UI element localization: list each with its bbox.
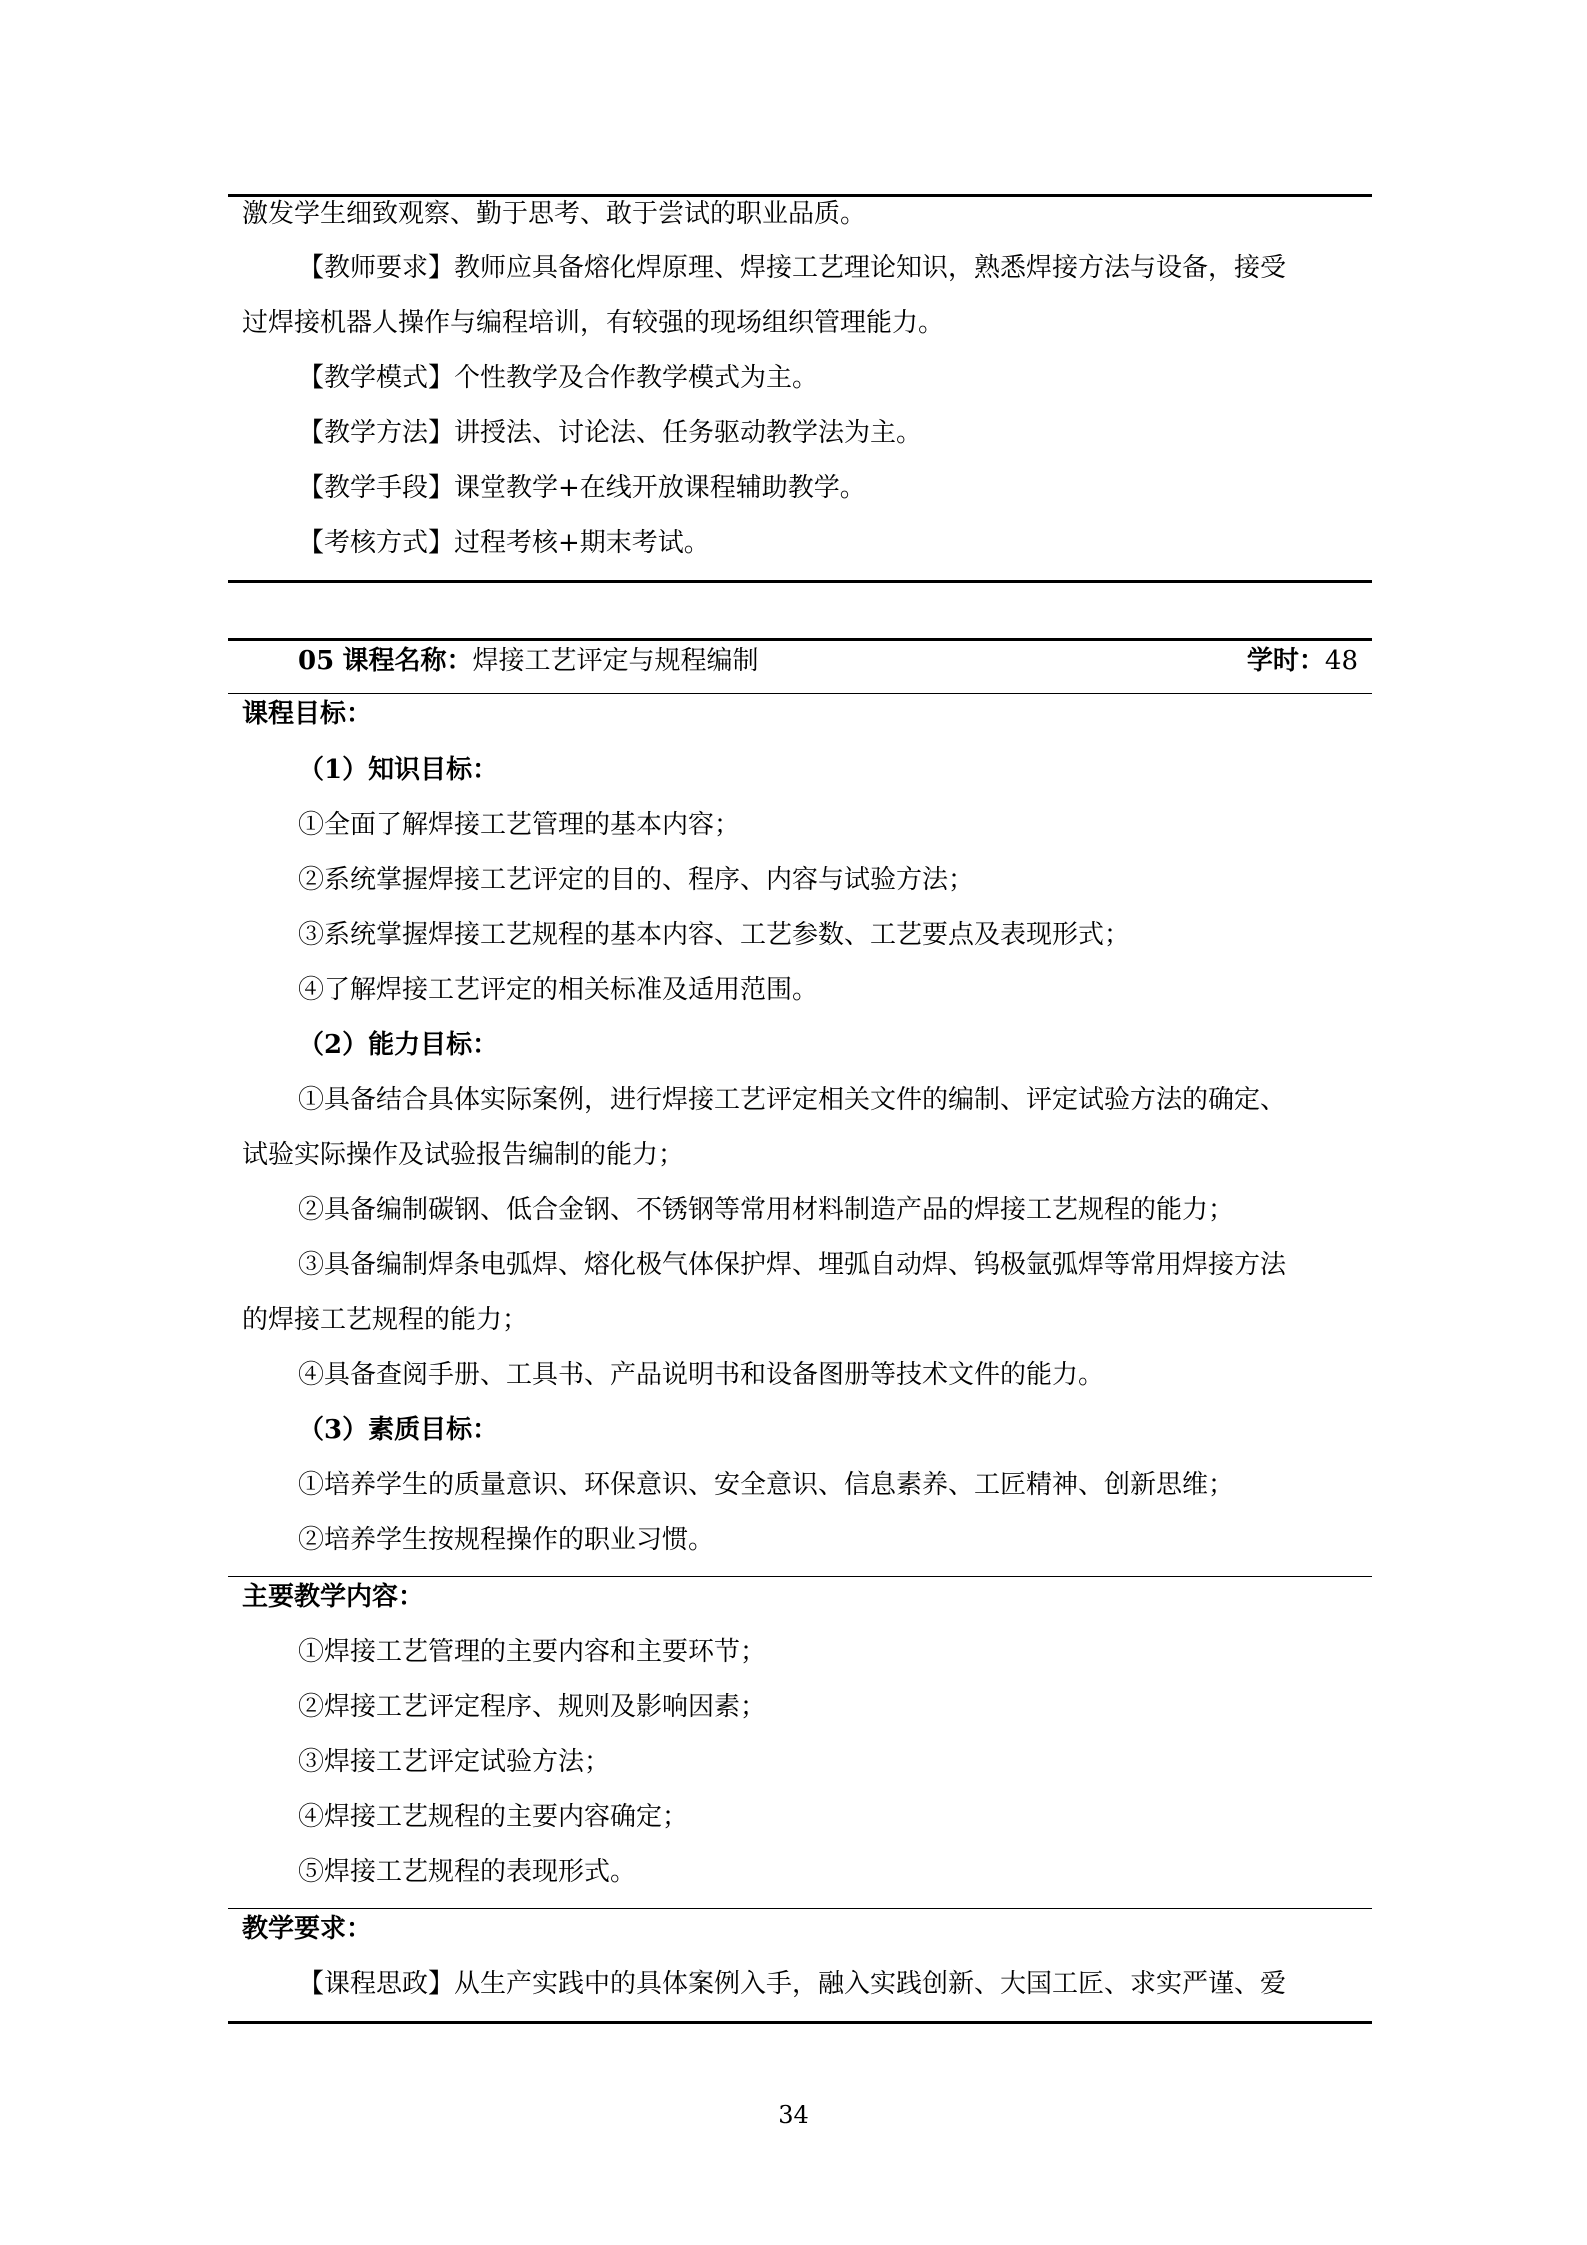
goals-heading: 课程目标：: [242, 699, 373, 729]
course-hours: [1247, 643, 1358, 679]
teaching-mode: 【教学模式】个性教学及合作教学模式为主。: [298, 363, 819, 393]
course-number: 05: [298, 646, 335, 676]
quality-goal-item: ②培养学生按规程操作的职业习惯。: [298, 1525, 715, 1555]
content-item: ④焊接工艺规程的主要内容确定；: [298, 1802, 689, 1832]
ability-goal-3-line1: ③具备编制焊条电弧焊、熔化极气体保护焊、埋弧自动焊、钨极氩弧焊等常用焊接方法: [298, 1250, 1287, 1280]
title-row-divider: [228, 693, 1372, 694]
requirements-heading: 教学要求：: [242, 1914, 373, 1944]
quality-goals-heading: （3）素质目标：: [298, 1415, 499, 1445]
teacher-requirement-line2: 过焊接机器人操作与编程培训，有较强的现场组织管理能力。: [242, 308, 945, 338]
course-name-label: 课程名称：: [342, 646, 473, 676]
content-item: ②焊接工艺评定程序、规则及影响因素；: [298, 1692, 767, 1722]
ideology-requirement: 【课程思政】从生产实践中的具体案例入手，融入实践创新、大国工匠、求实严谨、爱: [298, 1969, 1287, 1999]
quality-goal-item: ①培养学生的质量意识、环保意识、安全意识、信息素养、工匠精神、创新思维；: [298, 1470, 1235, 1500]
course-name: 焊接工艺评定与规程编制: [472, 646, 759, 676]
knowledge-goals-heading: （1）知识目标：: [298, 755, 499, 785]
page-number: 34: [778, 2101, 809, 2129]
course-hours-label: 学时：: [1246, 646, 1325, 676]
content-item: ①焊接工艺管理的主要内容和主要环节；: [298, 1637, 767, 1667]
ability-goal-3-line2: 的焊接工艺规程的能力；: [242, 1305, 529, 1335]
ability-goal-2: ②具备编制碳钢、低合金钢、不锈钢等常用材料制造产品的焊接工艺规程的能力；: [298, 1195, 1235, 1225]
teaching-method: 【教学方法】讲授法、讨论法、任务驱动教学法为主。: [298, 418, 923, 448]
course-table-top-border: [228, 638, 1372, 641]
knowledge-goal-item: ①全面了解焊接工艺管理的基本内容；: [298, 810, 741, 840]
content-heading: 主要教学内容：: [242, 1582, 425, 1612]
knowledge-goal-item: ③系统掌握焊接工艺规程的基本内容、工艺参数、工艺要点及表现形式；: [298, 920, 1131, 950]
course-hours-value: 48: [1324, 646, 1358, 676]
table-bottom-border: [228, 580, 1372, 583]
course-title: [298, 643, 758, 679]
knowledge-goal-item: ②系统掌握焊接工艺评定的目的、程序、内容与试验方法；: [298, 865, 975, 895]
ability-goal-4: ④具备查阅手册、工具书、产品说明书和设备图册等技术文件的能力。: [298, 1360, 1105, 1390]
content-divider: [228, 1908, 1372, 1909]
ability-goals-heading: （2）能力目标：: [298, 1030, 499, 1060]
content-item: ⑤焊接工艺规程的表现形式。: [298, 1857, 637, 1887]
course-table-bottom-border: [228, 2021, 1372, 2024]
assessment-method: 【考核方式】过程考核+期末考试。: [298, 528, 710, 558]
course-title-row: [298, 643, 1358, 679]
goals-divider: [228, 1576, 1372, 1577]
knowledge-goal-item: ④了解焊接工艺评定的相关标准及适用范围。: [298, 975, 819, 1005]
continuation-text: 激发学生细致观察、勤于思考、敢于尝试的职业品质。: [242, 199, 867, 229]
ability-goal-1-line2: 试验实际操作及试验报告编制的能力；: [242, 1140, 685, 1170]
content-item: ③焊接工艺评定试验方法；: [298, 1747, 611, 1777]
teaching-means: 【教学手段】课堂教学+在线开放课程辅助教学。: [298, 473, 866, 503]
ability-goal-1-line1: ①具备结合具体实际案例，进行焊接工艺评定相关文件的编制、评定试验方法的确定、: [298, 1085, 1287, 1115]
teacher-requirement-line1: 【教师要求】教师应具备熔化焊原理、焊接工艺理论知识，熟悉焊接方法与设备，接受: [298, 253, 1287, 283]
